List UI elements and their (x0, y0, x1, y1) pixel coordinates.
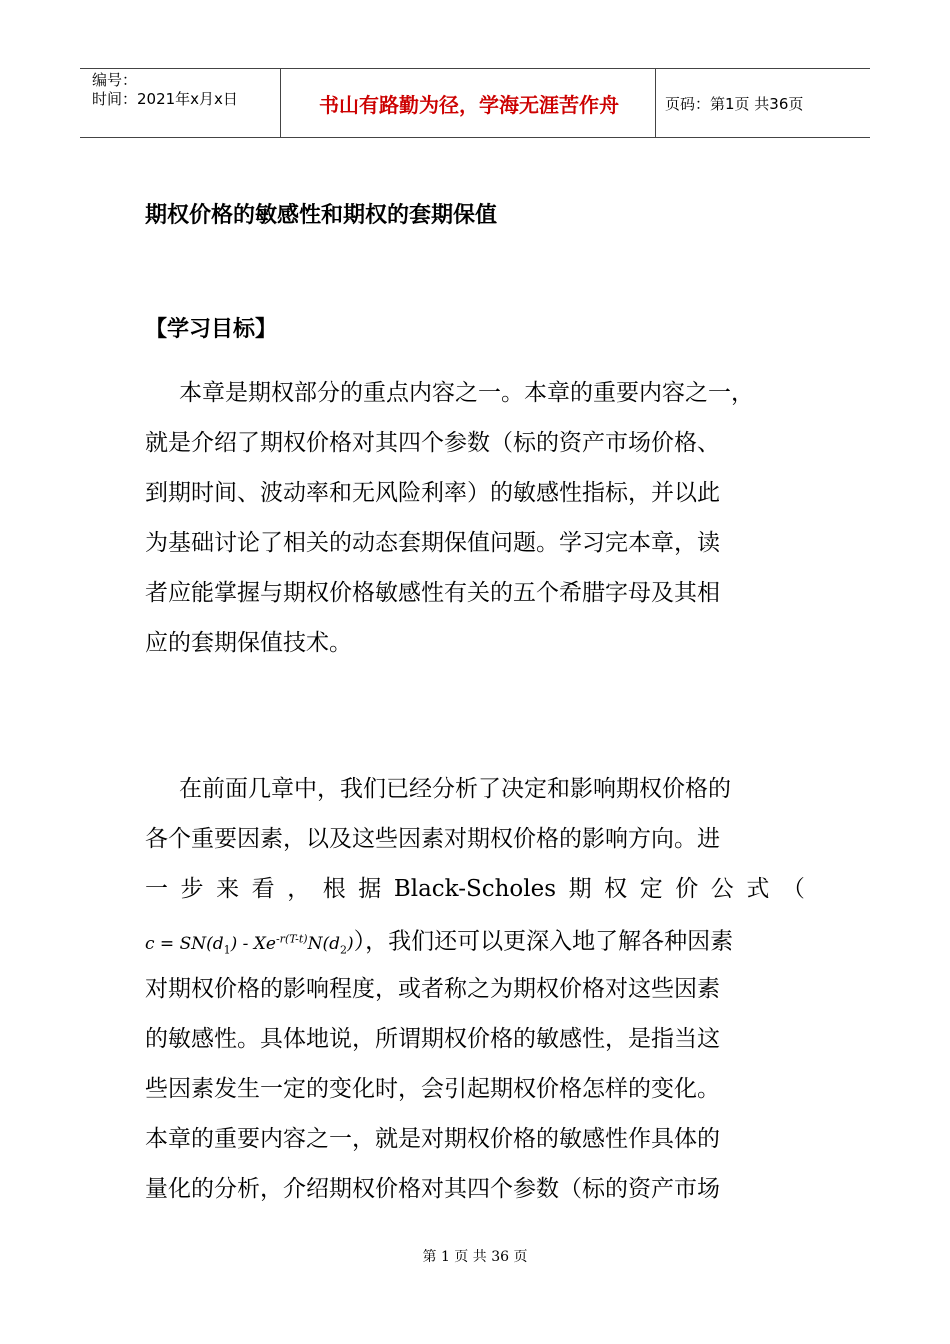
paragraph-intro (145, 764, 805, 1214)
justified-word: 看 (251, 876, 275, 902)
header-motto: 书山有路勤为径，学海无涯苦作舟 (319, 92, 619, 117)
paragraph-line: 为基础讨论了相关的动态套期保值问题。学习完本章，读 (145, 530, 720, 556)
paragraph-line: 些因素发生一定的变化时，会引起期权价格怎样的变化。 (145, 1076, 720, 1102)
formula-tail-text: ），我们还可以更深入地了解各种因素 (353, 928, 734, 955)
paragraph-line-formula (145, 914, 805, 964)
black-scholes-formula: $c = SN(d_1) - Xe^{-r(T-t)}N(d_2)$ (145, 932, 354, 957)
header-page-info: 页码：第1页 共36页 (665, 94, 804, 113)
justified-word: （ (781, 876, 805, 902)
paragraph-line: 到期时间、波动率和无风险利率）的敏感性指标，并以此 (145, 480, 720, 506)
justified-word: 据 (358, 876, 382, 902)
paragraph-line: 本章是期权部分的重点内容之一。本章的重要内容之一， (179, 380, 754, 406)
header-meta (92, 71, 238, 109)
paragraph-line: 各个重要因素，以及这些因素对期权价格的影响方向。进 (145, 826, 720, 852)
justified-word: 期 (568, 876, 592, 902)
header-divider (280, 69, 281, 137)
paragraph-learning-goals (145, 368, 805, 668)
paragraph-line: 应的套期保值技术。 (145, 630, 352, 656)
page-footer: 第 1 页 共 36 页 (422, 1249, 528, 1265)
paragraph-line: 在前面几章中，我们已经分析了决定和影响期权价格的 (179, 776, 731, 802)
justified-word: 公 (710, 876, 734, 902)
header-divider (655, 69, 656, 137)
justified-word: 式 (746, 876, 770, 902)
justified-word: 一 (145, 876, 168, 902)
serial-label: 编号： (92, 71, 138, 89)
page-header (80, 68, 870, 138)
section-heading: 【学习目标】 (145, 317, 278, 342)
document-title: 期权价格的敏感性和期权的套期保值 (145, 203, 498, 228)
paragraph-line: 者应能掌握与期权价格敏感性有关的五个希腊字母及其相 (145, 580, 720, 606)
paragraph-line: 对期权价格的影响程度，或者称之为期权价格对这些因素 (145, 976, 720, 1002)
justified-word: 权 (604, 876, 628, 902)
justified-word: ， (287, 876, 311, 902)
justified-word: 来 (216, 876, 240, 902)
justified-word: 价 (675, 876, 699, 902)
paragraph-line: 量化的分析，介绍期权价格对其四个参数（标的资产市场 (145, 1176, 720, 1202)
paragraph-line: 本章的重要内容之一，就是对期权价格的敏感性作具体的 (145, 1126, 720, 1152)
justified-word: 步 (180, 876, 204, 902)
paragraph-line: 的敏感性。具体地说，所谓期权价格的敏感性，是指当这 (145, 1026, 720, 1052)
paragraph-line-justified (145, 864, 805, 914)
paragraph-line: 就是介绍了期权价格对其四个参数（标的资产市场价格、 (145, 430, 720, 456)
date-label: 时间：2021年x月x日 (92, 90, 238, 108)
justified-word: 根 (322, 876, 346, 902)
justified-word: 定 (639, 876, 663, 902)
justified-word: Black-Scholes (393, 876, 557, 902)
